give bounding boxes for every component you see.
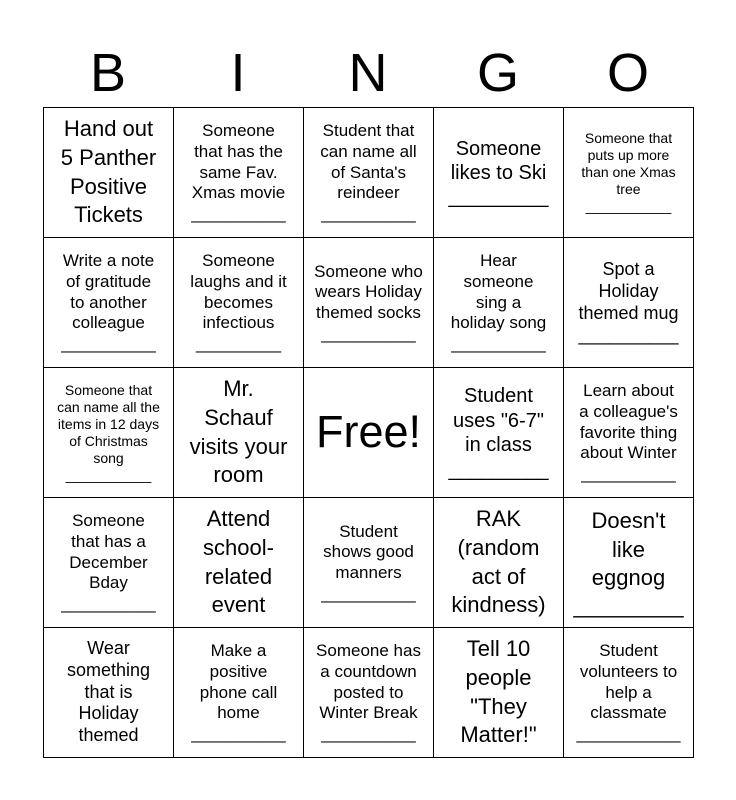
cell-blank: __________: [61, 594, 156, 614]
grid-row: [44, 498, 694, 628]
cell-text: Learn about a colleague's favorite thing about Winter: [579, 381, 678, 463]
bingo-cell[interactable]: [174, 368, 304, 498]
header-letter-i: I: [230, 43, 246, 103]
cell-blank: ___________: [576, 724, 681, 744]
cell-blank: __________: [321, 204, 416, 224]
cell-text: Mr. Schauf visits your room: [189, 376, 288, 488]
cell-text: Someone that puts up more than one Xmas tree: [581, 130, 676, 198]
bingo-cell[interactable]: [434, 498, 564, 628]
cell-text: Wear something that is Holiday themed: [66, 637, 151, 746]
cell-blank: _________: [448, 186, 549, 209]
cell-text: Doesn't like eggnog: [591, 508, 666, 591]
bingo-cell[interactable]: [564, 498, 694, 628]
cell-blank: _________: [573, 592, 684, 618]
cell-text: Student that can name all of Santa's reindeer: [320, 121, 417, 203]
cell-text: Student uses "6-7" in class: [453, 385, 544, 457]
cell-blank: __________: [191, 204, 286, 224]
cell-blank: __________: [321, 583, 416, 603]
cell-text: Student volunteers to help a classmate: [579, 641, 678, 723]
bingo-header: [43, 40, 693, 106]
bingo-cell[interactable]: [174, 628, 304, 758]
cell-blank: __________: [321, 724, 416, 744]
cell-blank: __________: [61, 334, 156, 354]
header-letter-b: B: [89, 43, 127, 103]
cell-text: Spot a Holiday themed mug: [578, 259, 679, 324]
bingo-cell[interactable]: [174, 238, 304, 368]
cell-text: Make a positive phone call home: [199, 641, 278, 723]
cell-blank: ___________: [585, 198, 672, 215]
free-space-cell[interactable]: [304, 368, 434, 498]
cell-blank: __________: [578, 325, 679, 346]
cell-text: Attend school- related event: [203, 506, 274, 618]
header-letter-n: N: [348, 43, 388, 103]
grid-row: [44, 238, 694, 368]
bingo-cell[interactable]: [564, 368, 694, 498]
cell-text: Hear someone sing a holiday song: [450, 251, 547, 333]
free-space-text: Free!: [315, 406, 422, 458]
cell-text: Someone that can name all the items in 12 days of Christmas song: [57, 381, 160, 466]
cell-blank: __________: [451, 334, 546, 354]
cell-blank: ___________: [65, 467, 152, 483]
bingo-cell[interactable]: [304, 628, 434, 758]
cell-text: RAK (random act of kindness): [451, 506, 546, 618]
cell-blank: __________: [191, 724, 286, 744]
cell-text: Student shows good manners: [323, 521, 414, 583]
cell-text: Someone likes to Ski: [450, 137, 547, 184]
bingo-cell[interactable]: [564, 108, 694, 238]
bingo-cell[interactable]: [304, 498, 434, 628]
bingo-cell[interactable]: [44, 368, 174, 498]
cell-text: Someone who wears Holiday themed socks: [314, 261, 423, 323]
bingo-cell[interactable]: [44, 498, 174, 628]
cell-text: Someone laughs and it becomes infectious: [190, 251, 287, 333]
bingo-cell[interactable]: [564, 238, 694, 368]
bingo-grid: [43, 107, 694, 758]
cell-text: Someone that has a December Bday: [69, 511, 148, 593]
bingo-cell[interactable]: [434, 108, 564, 238]
bingo-cell[interactable]: [44, 108, 174, 238]
header-letter-o: O: [606, 43, 649, 103]
bingo-cell[interactable]: [434, 238, 564, 368]
grid-row: [44, 628, 694, 758]
bingo-cell[interactable]: [174, 108, 304, 238]
grid-row: [44, 368, 694, 498]
cell-blank: _________: [448, 458, 549, 481]
cell-text: Write a note of gratitude to another colleague: [62, 251, 155, 333]
cell-blank: __________: [321, 323, 416, 343]
cell-text: Hand out 5 Panther Positive Tickets: [60, 116, 157, 228]
bingo-cell[interactable]: [44, 238, 174, 368]
bingo-cell[interactable]: [44, 628, 174, 758]
cell-blank: __________: [581, 464, 676, 484]
cell-blank: _________: [195, 334, 282, 354]
bingo-cell[interactable]: [304, 238, 434, 368]
bingo-cell[interactable]: [434, 368, 564, 498]
bingo-cell[interactable]: [564, 628, 694, 758]
header-letter-g: G: [476, 43, 519, 103]
grid-row: [44, 108, 694, 238]
cell-text: Someone has a countdown posted to Winter Break: [316, 641, 421, 723]
bingo-cell[interactable]: [304, 108, 434, 238]
bingo-cell[interactable]: [174, 498, 304, 628]
cell-text: Someone that has the same Fav. Xmas movie: [191, 121, 286, 203]
bingo-cell[interactable]: [434, 628, 564, 758]
cell-text: Tell 10 people "They Matter!": [460, 636, 537, 748]
